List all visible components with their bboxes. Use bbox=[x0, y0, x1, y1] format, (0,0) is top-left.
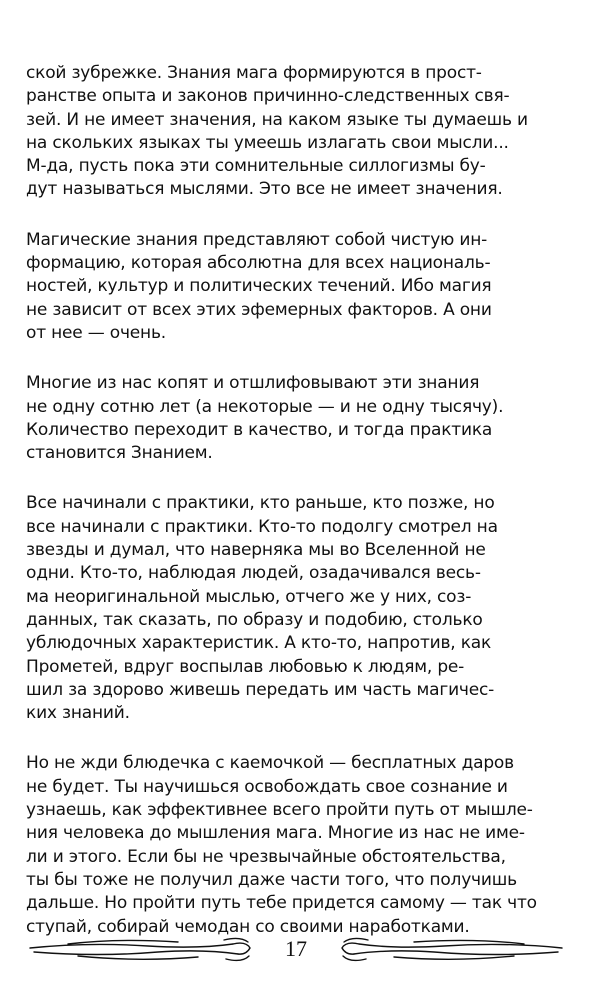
page-number: 17 bbox=[285, 936, 307, 961]
paragraph-gap bbox=[26, 202, 572, 229]
text-line: ли и этого. Если бы не чрезвычайные обстоятельства, bbox=[26, 846, 506, 867]
text-line: звезды и думал, что наверняка мы во Вселенной не bbox=[26, 540, 486, 561]
text-line: Прометей, вдруг воспылав любовью к людям, ре- bbox=[26, 656, 465, 677]
paragraph bbox=[26, 229, 572, 345]
text-line: данных, так сказать, по образу и подобию, столько bbox=[26, 609, 483, 630]
text-line: ких знаний. bbox=[26, 703, 130, 724]
text-line: ностей, культур и политических течений. Ибо магия bbox=[26, 276, 492, 297]
text-line: ской зубрежке. Знания мага формируются в прост- bbox=[26, 63, 482, 83]
text-line: дут называться мыслями. Это все не имеет значения. bbox=[26, 179, 503, 200]
text-line: от нее — очень. bbox=[26, 322, 166, 343]
text-line: становится Знанием. bbox=[26, 443, 213, 464]
text-line: шил за здорово живешь передать им часть магичес- bbox=[26, 679, 495, 700]
text-line: зей. И не имеет значения, на каком языке ты думаешь и bbox=[26, 109, 528, 130]
text-line: дальше. Но пройти путь тебе придется самому — так что bbox=[26, 893, 537, 914]
text-line: формацию, которая абсолютна для всех националь- bbox=[26, 253, 491, 274]
text-line: одни. Кто-то, наблюдая людей, озадачивался весь- bbox=[26, 563, 481, 584]
page-body bbox=[26, 62, 572, 939]
paragraph-gap bbox=[26, 465, 572, 492]
text-line: все начинали с практики. Кто-то подолгу смотрел на bbox=[26, 516, 498, 537]
paragraph bbox=[26, 372, 572, 465]
paragraph-gap bbox=[26, 345, 572, 372]
paragraph bbox=[26, 492, 572, 725]
text-line: Но не жди блюдечка с каемочкой — бесплатных даров bbox=[26, 753, 514, 774]
text-line: не одну сотню лет (а некоторые — и не одну тысячу). bbox=[26, 396, 504, 417]
text-line: М-да, пусть пока эти сомнительные силлогизмы бу- bbox=[26, 156, 486, 177]
text-line: Все начинали с практики, кто раньше, кто позже, но bbox=[26, 493, 495, 514]
text-line: ранстве опыта и законов причинно-следственных свя- bbox=[26, 86, 510, 107]
text-line: Количество переходит в качество, и тогда практика bbox=[26, 419, 493, 440]
text-line: на скольких языках ты умеешь излагать свои мысли... bbox=[26, 132, 509, 153]
text-line: ублюдочных характеристик. А кто-то, напротив, как bbox=[26, 633, 492, 654]
page-footer bbox=[28, 930, 564, 970]
text-line: Магические знания представляют собой чистую ин- bbox=[26, 229, 488, 250]
paragraph-gap bbox=[26, 725, 572, 752]
text-line: не будет. Ты научишься освобождать свое сознание и bbox=[26, 776, 508, 797]
paragraph bbox=[26, 752, 572, 938]
text-line: не зависит от всех этих эфемерных факторов. А они bbox=[26, 299, 492, 320]
text-line: ты бы тоже не получил даже части того, что получишь bbox=[26, 869, 517, 890]
text-line: ма неоригинальной мыслью, отчего же у них, соз- bbox=[26, 586, 472, 607]
text-line: ния человека до мышления мага. Многие из нас не име- bbox=[26, 823, 525, 844]
text-line: узнаешь, как эффективнее всего пройти путь от мышле- bbox=[26, 800, 533, 821]
text-line: ступай, собирай чемодан со своими наработками. bbox=[26, 916, 470, 937]
paragraph bbox=[26, 62, 572, 202]
text-line: Многие из нас копят и отшлифовывают эти знания bbox=[26, 373, 480, 394]
